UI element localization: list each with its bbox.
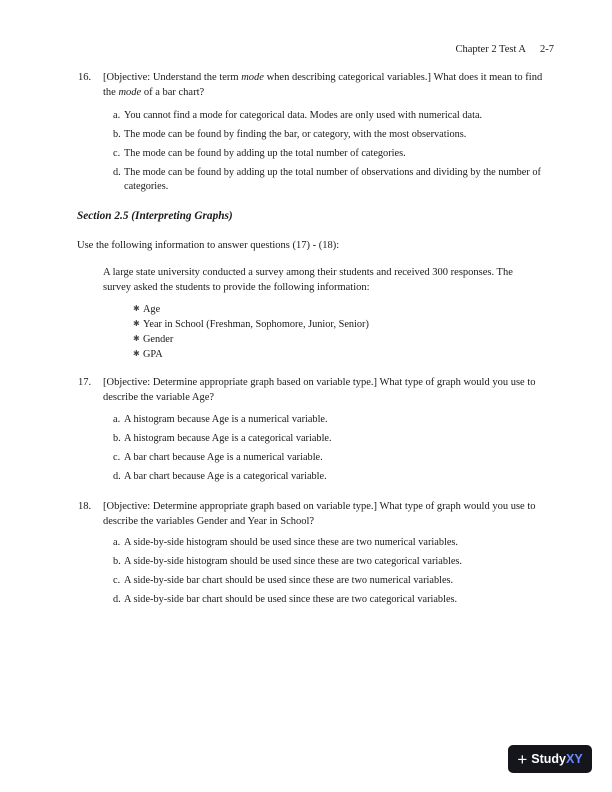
bullet-item: ✱ Age xyxy=(133,304,161,315)
emphasis-mode: mode xyxy=(118,86,142,98)
page-header xyxy=(455,44,554,55)
bullet-item: ✱ GPA xyxy=(133,349,163,360)
question-text: [Objective: Determine appropriate graph based on variable type.] What type of graph would you use to describe the variable Age? xyxy=(103,377,536,403)
option-17a: a. A histogram because Age is a numerical variable. xyxy=(113,414,328,425)
option-16a: a. You cannot find a mode for categorical data. Modes are only used with numerical data. xyxy=(113,110,483,121)
question-number: 16. xyxy=(78,72,92,83)
bullet-icon: ✱ xyxy=(133,319,140,328)
chapter-title: Chapter 2 Test A xyxy=(455,44,526,55)
emphasis-mode: mode xyxy=(241,72,264,83)
page-number: 2-7 xyxy=(540,44,554,55)
option-16c: c. The mode can be found by adding up the total number of categories. xyxy=(113,148,406,159)
option-17b: b. A histogram because Age is a categorical variable. xyxy=(113,433,332,444)
option-18b: b. A side-by-side histogram should be used since these are two categorical variables. xyxy=(113,556,462,567)
question-16 xyxy=(78,71,548,100)
section-heading: Section 2.5 (Interpreting Graphs) xyxy=(77,210,233,222)
question-17 xyxy=(78,376,548,405)
bullet-icon: ✱ xyxy=(133,349,140,358)
bullet-icon: ✱ xyxy=(133,304,140,313)
plus-icon: + xyxy=(517,749,528,769)
question-18 xyxy=(78,500,548,529)
option-18d: d. A side-by-side bar chart should be used since these are two categorical variables. xyxy=(113,594,458,605)
option-16d: d. The mode can be found by adding up the total number of observations and dividing by the number of categories. xyxy=(113,167,541,192)
survey-paragraph: A large state university conducted a survey among their students and received 300 responses. The survey asked the students to provide the following information: xyxy=(103,267,513,293)
bullet-item: ✱ Year in School (Freshman, Sophomore, Junior, Senior) xyxy=(133,319,369,330)
question-number: 17. xyxy=(78,377,92,388)
bullet-item: ✱ Gender xyxy=(133,334,174,345)
option-17d: d. A bar chart because Age is a categorical variable. xyxy=(113,471,327,482)
option-17c: c. A bar chart because Age is a numerical variable. xyxy=(113,452,323,463)
studyxy-logo[interactable] xyxy=(508,745,592,773)
option-18c: c. A side-by-side bar chart should be used since these are two numerical variables. xyxy=(113,575,454,586)
option-16b: b. The mode can be found by finding the bar, or category, with the most observations. xyxy=(113,129,467,140)
question-number: 18. xyxy=(78,501,92,512)
section-intro: Use the following information to answer questions (17) - (18): xyxy=(77,240,340,251)
bullet-icon: ✱ xyxy=(133,334,140,343)
question-text: [Objective: Understand the term mode when describing categorical variables.] What does it mean to find the mode of a bar chart? xyxy=(103,72,543,98)
option-18a: a. A side-by-side histogram should be used since these are two numerical variables. xyxy=(113,537,458,548)
question-text: [Objective: Determine appropriate graph based on variable type.] What type of graph would you use to describe the variables Gender and Year in School? xyxy=(103,501,536,527)
logo-text: StudyXY xyxy=(531,752,583,766)
